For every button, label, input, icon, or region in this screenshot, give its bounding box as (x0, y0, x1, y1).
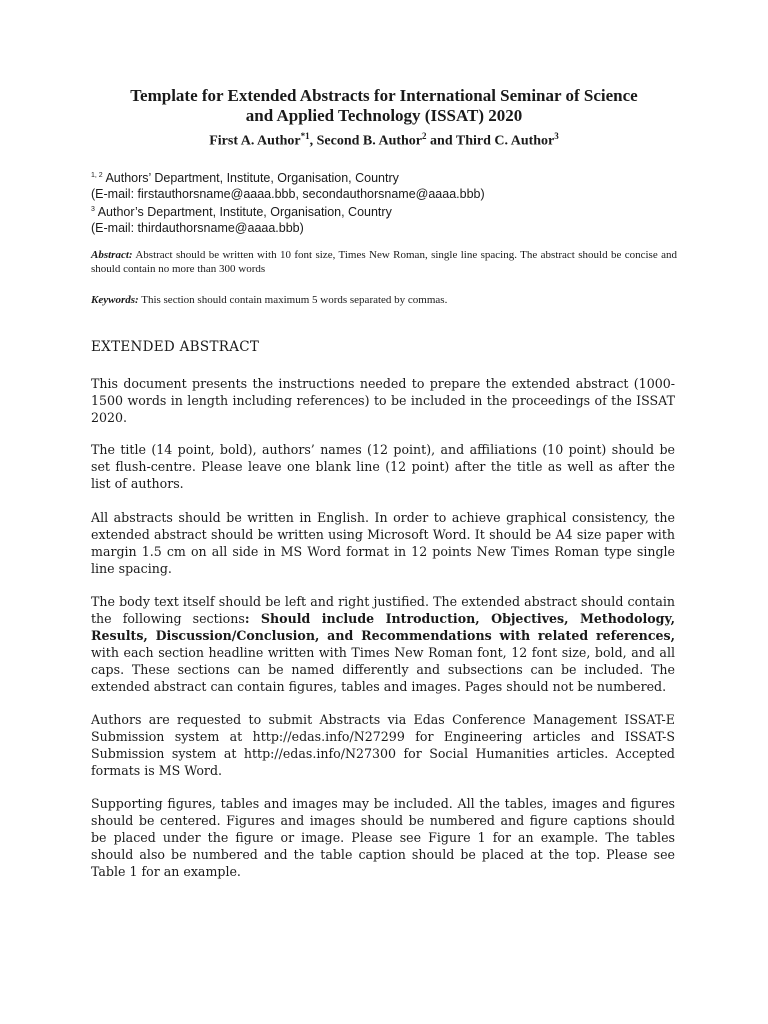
affiliation-1 (91, 168, 691, 186)
third-author-sup: 3 (554, 131, 559, 141)
second-author-sup: 2 (422, 131, 427, 141)
title-line-2: and Applied Technology (ISSAT) 2020 (245, 106, 523, 125)
paragraph-2: The title (14 point, bold), authors’ names (12 point), and affiliations (10 point) should be set flush-centre. Please leave one blank line (12 point) after the title as well as after the list of authors. (91, 442, 675, 491)
affiliation-1-email: (E-mail: firstauthorsname@aaaa.bbb, secondauthorsname@aaaa.bbb) (91, 187, 485, 202)
affiliations (91, 168, 691, 236)
paragraph-4-bold: : Should include Introduction, Objectives, Methodology, Results, Discussion/Conclusion, and Recommendations with related references, (91, 611, 675, 643)
affiliation-1-text: Authors’ Department, Institute, Organisation, Country (102, 171, 399, 186)
affiliation-1-sup: 1, 2 (91, 172, 103, 179)
first-author: First A. Author (209, 133, 301, 149)
paragraph-1: This document presents the instructions needed to prepare the extended abstract (1000-1500 words in length including references) to be included in the proceedings of the ISSAT 2020. (91, 376, 675, 425)
paragraph-6: Supporting figures, tables and images may be included. All the tables, images and figures should be centered. Figures and images should be numbered and figure captions should be placed under the figure or image. Please see Figure 1 for an example. The tables should also be numbered and the table caption should be placed at the top. Please see Table 1 for an example. (91, 796, 675, 879)
affiliation-2-email: (E-mail: thirdauthorsname@aaaa.bbb) (91, 221, 304, 236)
second-author: , Second B. Author (309, 133, 423, 149)
author-list (60, 127, 708, 151)
paper-title (60, 86, 708, 126)
keywords (91, 293, 677, 307)
paragraph-5: Authors are requested to submit Abstracts via Edas Conference Management ISSAT-E Submission system at http://edas.info/N27299 for Engineering articles and ISSAT-S Submission system at http://edas.info/N27300 for Social Humanities articles. Accepted formats is MS Word. (91, 712, 675, 778)
keywords-text: This section should contain maximum 5 words separated by commas. (138, 294, 448, 306)
affiliation-2-sup: 3 (91, 206, 95, 214)
section-heading: EXTENDED ABSTRACT (91, 339, 260, 355)
keywords-label: Keywords: (91, 294, 139, 306)
paragraph-3: All abstracts should be written in English. In order to achieve graphical consistency, the extended abstract should be written using Microsoft Word. It should be A4 size paper with margin 1.5 cm on all side in MS Word format in 12 points New Times Roman type single line spacing. (91, 510, 675, 576)
affiliation-2-text: Author’s Department, Institute, Organisation, Country (94, 205, 392, 220)
abstract (91, 248, 677, 276)
paragraph-4-c: with each section headline written with Times New Roman font, 12 font size, bold, and all caps. These sections can be named differently and subsections can be included. The extended abstract can contain figures, tables and images. Pages should not be numbered. (91, 645, 675, 694)
first-author-sup: *1 (300, 131, 310, 141)
paragraph-4 (91, 593, 675, 695)
paragraph-4-a: The body text itself should be left and right justified. The extended abstract should contain the following sections (91, 594, 675, 626)
third-author: and Third C. Author (426, 133, 555, 149)
abstract-label: Abstract: (91, 249, 133, 261)
affiliation-2 (91, 202, 691, 220)
abstract-text: Abstract should be written with 10 font size, Times New Roman, single line spacing. The abstract should be concise and should contain no more than 300 words (91, 249, 677, 275)
title-line-1: Template for Extended Abstracts for International Seminar of Science (130, 86, 638, 105)
